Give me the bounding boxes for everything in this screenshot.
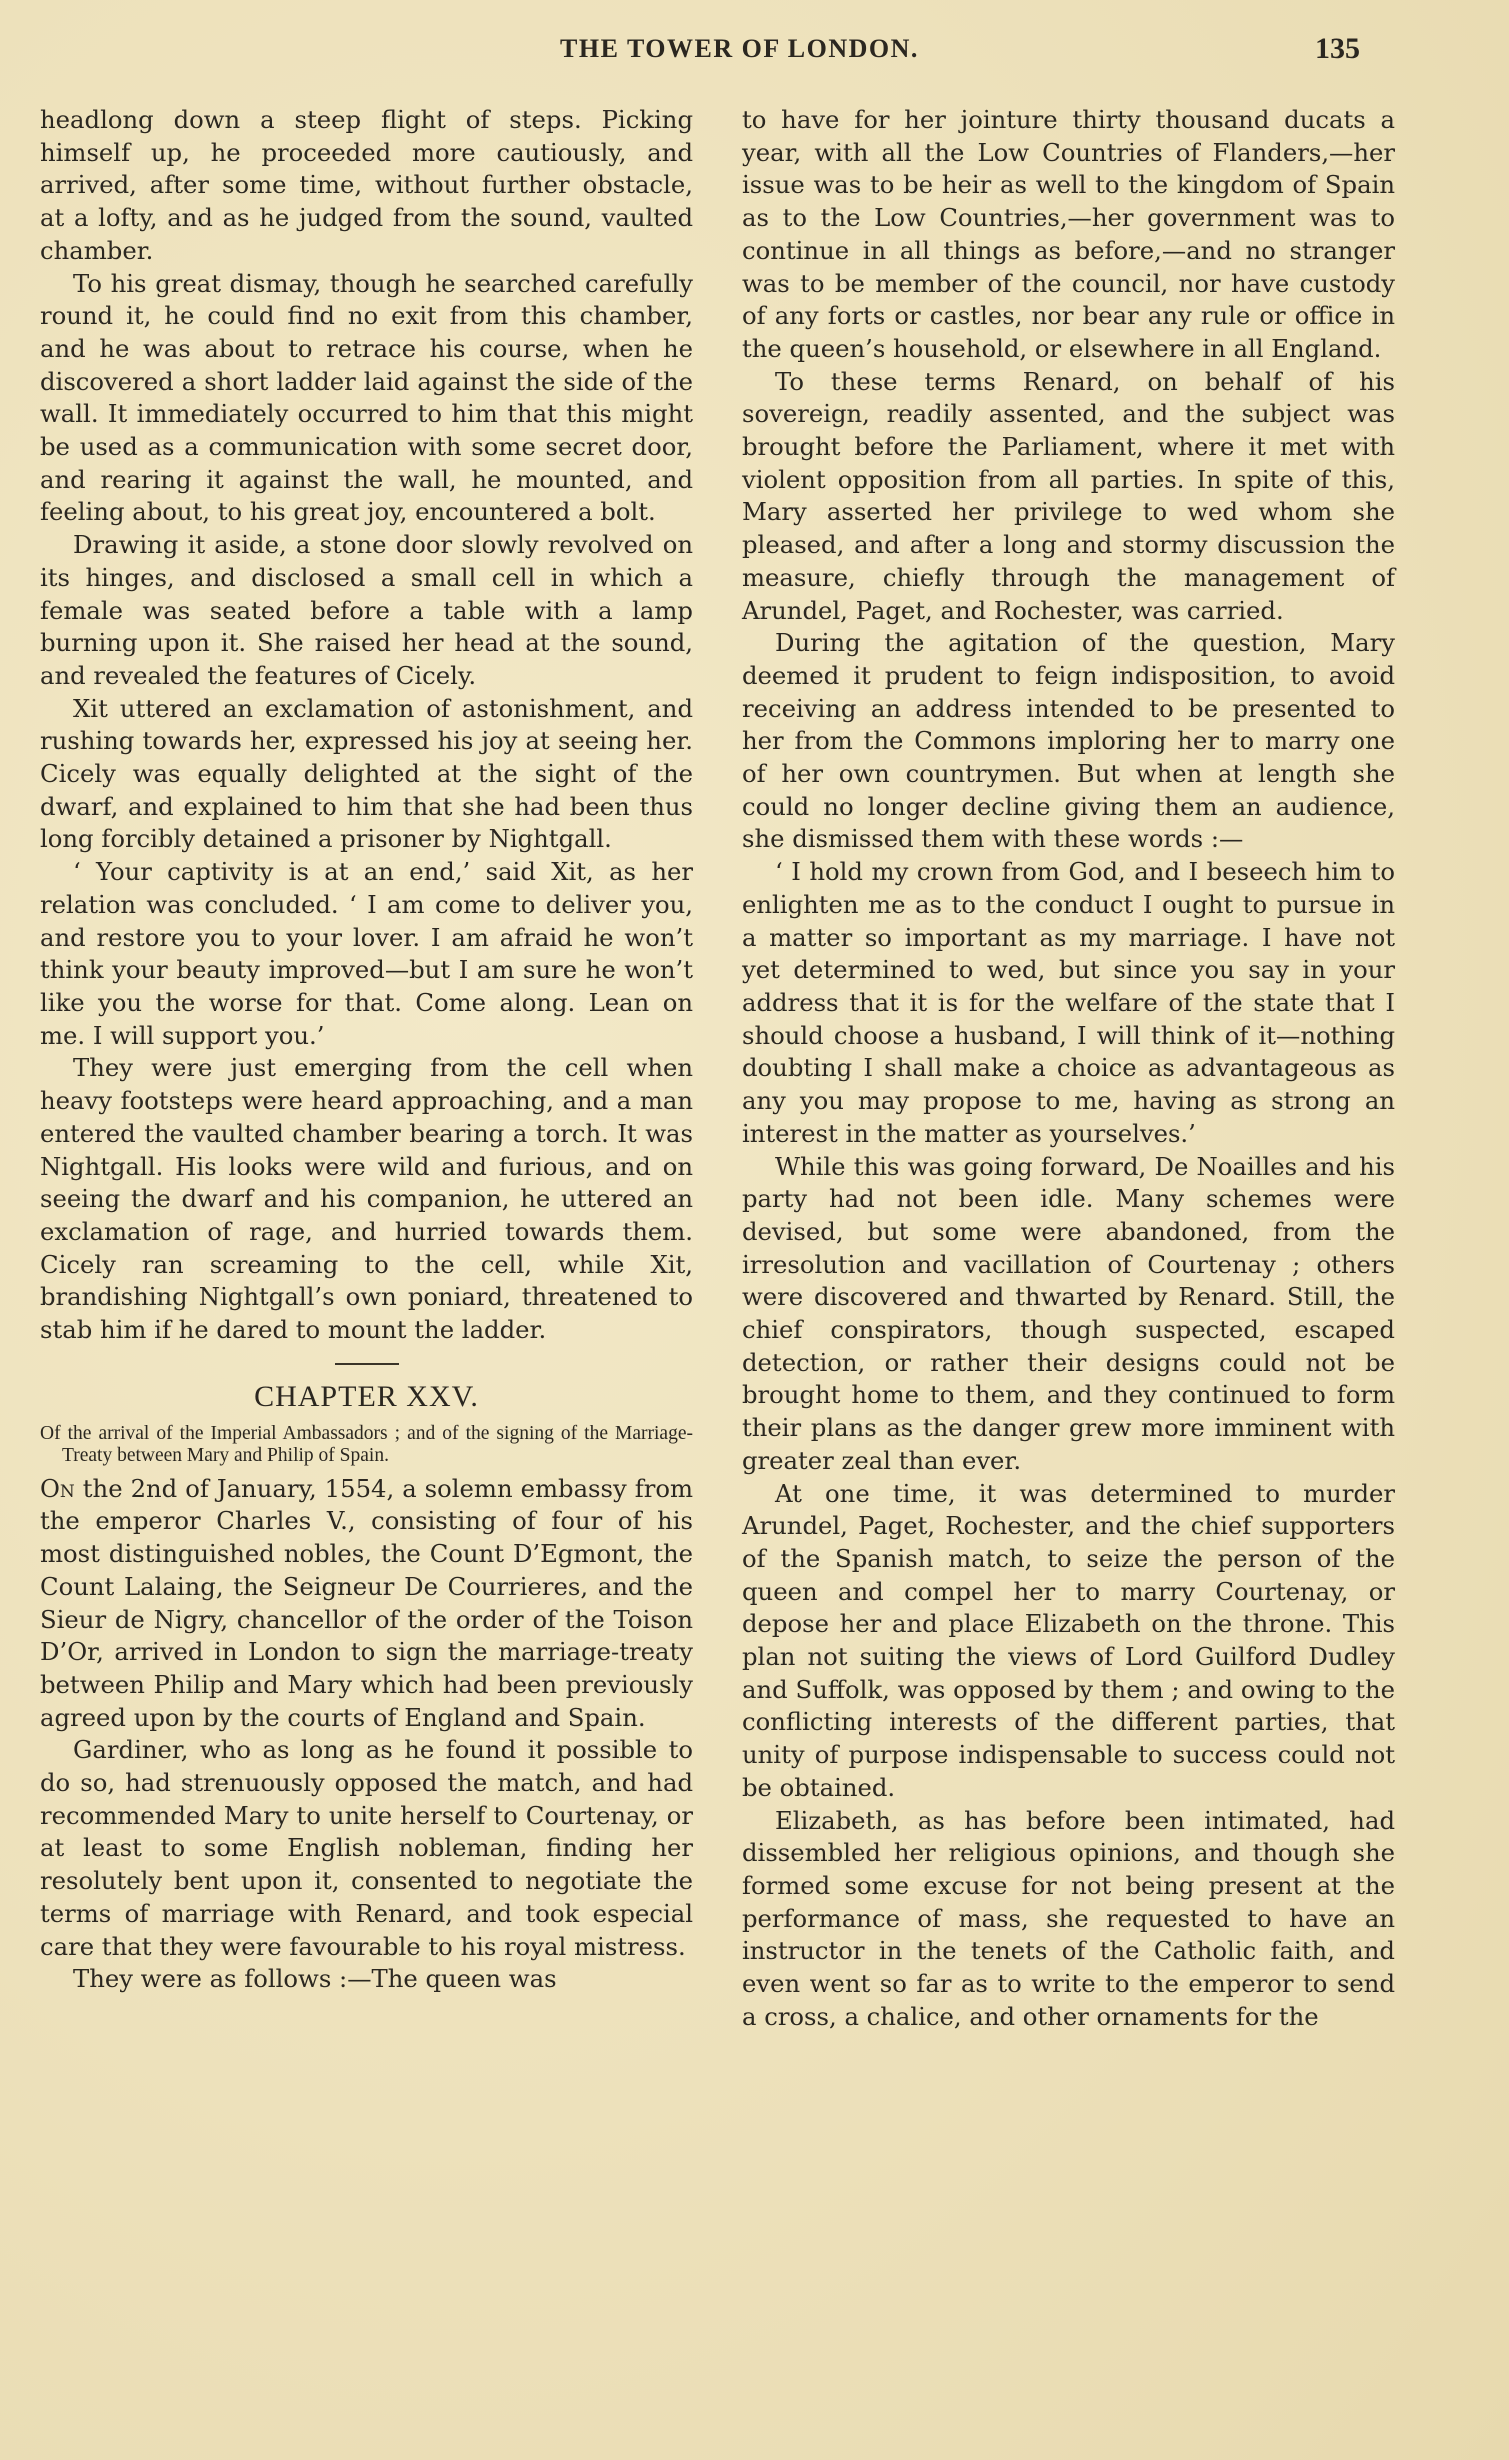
paragraph: They were as follows :—The queen was bbox=[73, 1964, 557, 1994]
left-column bbox=[40, 104, 693, 1996]
page-number: 135 bbox=[1315, 32, 1360, 65]
paragraph: While this was going forward, De Noailles and his party had not been idle. Many schemes were devised, but some were abandoned, from the irresolution and vacillation of Courtenay ; others were discovered and thwarted by Renard. Still, the chief conspirators, though suspected, escaped detection, or rather their designs could not be brought home to them, and they continued to form their plans as the danger grew more imminent with greater zeal than ever. bbox=[742, 1151, 1395, 1475]
paragraph: Gardiner, who as long as he found it possible to do so, had strenuously opposed the match, and had recommended Mary to unite herself to Courtenay, or at least to some English nobleman, finding her resolutely bent upon it, consented to negotiate the terms of marriage with Renard, and took especial care that they were favourable to his royal mistress. bbox=[40, 1735, 693, 1961]
paragraph: headlong down a steep flight of steps. Picking himself up, he proceeded more cautiously, and arrived, after some time, without further obstacle, at a lofty, and as he judged from the sound, vaulted chamber. bbox=[40, 105, 693, 265]
section-divider bbox=[335, 1363, 399, 1365]
chapter-subtitle: Of the arrival of the Imperial Ambassadors ; and of the signing of the Marriage-Treaty between Mary and Philip of Spain. bbox=[40, 1422, 693, 1466]
running-head bbox=[40, 28, 1380, 76]
paragraph: Xit uttered an exclamation of astonishment, and rushing towards her, expressed his joy at seeing her. Cicely was equally delighted at the sight of the dwarf, and explained to him that she had been thus long forcibly detained a prisoner by Nightgall. bbox=[40, 693, 693, 854]
chapter-title: CHAPTER XXV. bbox=[254, 1379, 479, 1413]
paragraph: During the agitation of the question, Mary deemed it prudent to feign indisposition, to avoid receiving an address intended to be presented to her from the Commons imploring her to marry one of her own countrymen. But when at length she could no longer decline giving them an audience, she dismissed them with these words :— bbox=[742, 628, 1395, 854]
running-title: THE TOWER OF LONDON. bbox=[560, 34, 919, 63]
paragraph: At one time, it was determined to murder Arundel, Paget, Rochester, and the chief supporters of the Spanish match, to seize the person of the queen and compel her to marry Courtenay, or depose her and place Elizabeth on the throne. This plan not suiting the views of Lord Guilford Dudley and Suffolk, was opposed by them ; and owing to the conflicting interests of the different parties, that unity of purpose indispensable to success could not be obtained. bbox=[742, 1478, 1395, 1802]
paragraph: To his great dismay, though he searched carefully round it, he could find no exit from this chamber, and he was about to retrace his course, when he discovered a short ladder laid against the side of the wall. It immediately occurred to him that this might be used as a communication with some secret door, and rearing it against the wall, he mounted, and feeling about, to his great joy, encountered a bolt. bbox=[40, 268, 693, 527]
paragraph: ‘ Your captivity is at an end,’ said Xit, as her relation was concluded. ‘ I am come to deliver you, and restore you to your lover. I am afraid he won’t think your beauty improved—but I am sure he won’t like you the worse for that. Come along. Lean on me. I will support you.’ bbox=[40, 857, 693, 1050]
paragraph: ‘ I hold my crown from God, and I beseech him to enlighten me as to the conduct I ought to pursue in a matter so important as my marriage. I have not yet determined to wed, but since you say in your address that it is for the welfare of the state that I should choose a husband, I will think of it—nothing doubting I shall make a choice as advantageous as any you may propose to me, having as strong an interest in the matter as yourselves.’ bbox=[742, 857, 1395, 1148]
right-column bbox=[742, 104, 1395, 2033]
paragraph: They were just emerging from the cell when heavy footsteps were heard approaching, and a man entered the vaulted chamber bearing a torch. It was Nightgall. His looks were wild and furious, and on seeing the dwarf and his companion, he uttered an exclamation of rage, and hurried towards them. Cicely ran screaming to the cell, while Xit, brandishing Nightgall’s own poniard, threatened to stab him if he dared to mount the ladder. bbox=[40, 1053, 693, 1345]
paragraph-text: the 2nd of January, 1554, a solemn embassy from the emperor Charles V., consisting of four of his most distinguished nobles, the Count D’Egmont, the Count Lalaing, the Seigneur De Courrieres, and the Sieur de Nigry, chancellor of the order of the Toison D’Or, arrived in London to sign the marriage-treaty between Philip and Mary which had been previously agreed upon by the courts of England and Spain. bbox=[40, 1473, 693, 1732]
lead-word: On bbox=[40, 1473, 75, 1503]
paragraph: to have for her jointure thirty thousand ducats a year, with all the Low Countries of Flanders,—her issue was to be heir as well to the kingdom of Spain as to the Low Countries,—her government was to continue in all things as before,—and no stranger was to be member of the council, nor have custody of any forts or castles, nor bear any rule or office in the queen’s household, or elsewhere in all England. bbox=[742, 105, 1395, 363]
paragraph: To these terms Renard, on behalf of his sovereign, readily assented, and the subject was brought before the Parliament, where it met with violent opposition from all parties. In spite of this, Mary asserted her privilege to wed whom she pleased, and after a long and stormy discussion the measure, chiefly through the management of Arundel, Paget, and Rochester, was carried. bbox=[742, 366, 1395, 625]
paragraph: Drawing it aside, a stone door slowly revolved on its hinges, and disclosed a small cell in which a female was seated before a table with a lamp burning upon it. She raised her head at the sound, and revealed the features of Cicely. bbox=[40, 530, 693, 690]
paragraph: Elizabeth, as has before been intimated, had dissembled her religious opinions, and though she formed some excuse for not being present at the performance of mass, she requested to have an instructor in the tenets of the Catholic faith, and even went so far as to write to the emperor to send a cross, a chalice, and other ornaments for the bbox=[742, 1805, 1395, 2031]
chapter-opening-paragraph bbox=[40, 1473, 693, 1735]
